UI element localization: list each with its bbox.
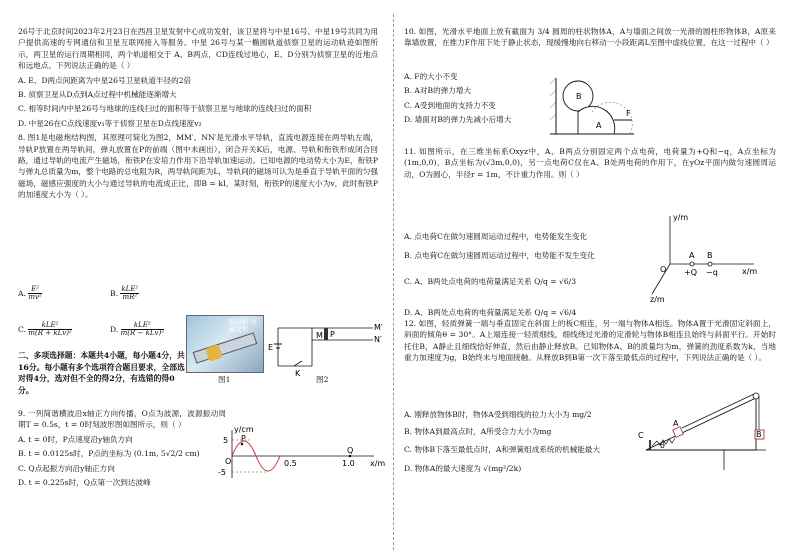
fig2-label: 图2: [316, 375, 329, 384]
axis-z-label: z/m: [650, 295, 665, 304]
q10-option-b: B. A对B的弹力增大: [404, 86, 472, 96]
q11-block: [404, 146, 776, 181]
q10-option-d: D. 墙面对B的弹力先减小后增大: [404, 115, 512, 125]
svg-text:M: M: [316, 331, 323, 340]
railgun-circuit-diagram: [268, 318, 383, 378]
q8-stem: 8. 图1是电磁炮结构图，其原理可简化为图2，MM′、NN′是光滑水平导轨，直流电源连接在两导轨左端，导轨P放置在两导轨间，弹丸放置在P的前端（图中未画出），闭合开关K后，电源、导轨和衔铁形成闭合回路，通过导轨的电流产生磁场，衔铁P在安培力作用下沿导轨加速运动。已知电源的电动势大小为E，衔铁P与弹丸总质量为m，整个电路的总电阻为R，两导轨间距为L，导轨间的磁场可认为是垂直于导轨平面的匀强磁场，磁感应强度的大小与通过导轨的电流成正比，即B = kI，某时刻，衔铁P的速度大小为v，此时衔铁P的加速度大小为（ ）。: [18, 133, 378, 200]
svg-text:K: K: [295, 369, 301, 378]
q10-label-f: F: [626, 109, 631, 118]
wave-tick-10: 1.0: [342, 459, 355, 468]
q11-axes-diagram: [650, 212, 760, 302]
q7-option-c: C. 相等时间内中星26号与地球的连线扫过的面积等于侦察卫星与地球的连线扫过的面积: [18, 104, 312, 114]
q9-option-d: D. t = 0.225s时，Q点第一次到达波峰: [18, 477, 151, 487]
q12-option-b: B. 物体A到最高点时，A所受合力大小为mg: [404, 427, 552, 437]
q9-stem: 9. 一列简谐横波沿x轴正方向传播，O点为波源，波源振动周期T = 0.5s，t = 0时刻波形图如图所示，则（ ）: [18, 409, 226, 430]
q10-option-a: A. F的大小不变: [404, 72, 458, 81]
q12-label-theta: θ: [660, 441, 665, 450]
q8-option-d: D. $\frac{\text{kLE²}}{\text{m(R − kLv)²}}$: [110, 321, 164, 338]
q7-option-b: B. 侦察卫星从D点到A点过程中机械能逐渐增大: [18, 89, 177, 99]
q7-stem: 26号于北京时间2023年2月23日在西昌卫星发射中心成功发射，该卫星将与中星16号、中星19号共同为用户提供高速的专网通信和卫星互联网接入等服务。中星 26号与某一椭圆轨道侦察卫星的运动轨迹如图所示，两卫星的运行周期相同，两个轨道相交于 A、B两点，CD连线过地心，E、D分别为侦察卫星的近地点和远地点。下列说法正确的是（ ）: [18, 27, 378, 71]
axis-x-label: x/m: [742, 267, 758, 276]
q12-incline-diagram: [636, 390, 776, 474]
svg-text:M′: M′: [374, 323, 383, 332]
q12-option-c: C. 物体B下落至最低点时，A和弹簧组成系统的机械能最大: [404, 444, 601, 454]
point-b-label: B: [707, 251, 713, 260]
charge-minus-q: −q: [706, 268, 718, 277]
q11-option-b: B. 点电荷C在做匀速圆周运动过程中，电势能不发生变化: [404, 251, 595, 261]
svg-text:E: E: [268, 343, 274, 352]
q12-block: [404, 318, 776, 365]
fig1-label: 图1: [218, 375, 231, 384]
wave-ylabel: y/cm: [234, 425, 254, 434]
photo-caption: 铜电枢 电磁发射: [229, 318, 258, 334]
q11-option-c: C. A、B两处点电荷的电荷量满足关系 Q/q = √6/3: [404, 276, 577, 286]
q12-option-d: D. 物体A的最大速度为 √(mg²/2k): [404, 464, 522, 474]
q8-option-b: B. $\frac{\text{kLE²}}{\text{mR²}}$: [110, 285, 139, 302]
axis-origin: O: [660, 265, 667, 274]
q12-options: [404, 406, 634, 478]
q12-stem: 12. 如图，轻质弹簧一端与垂直固定在斜面上的板C相连，另一端与物体A相连。物体A置于光滑固定斜面上，斜面的倾角θ = 30°。A上端连接一轻质细线，细线绕过光滑的定滑轮与物体B相连且始终与斜面平行。开始时托住B，A静止且细线恰好伸直，然后由静止释放B。已知物体A、B的质量均为m，弹簧的劲度系数为k，当地重力加速度为g，B始终未与地面接触。从释放B到B第一次下落至最低点的过程中，下列说法正确的是（ ）。: [404, 319, 776, 363]
wave-tick-05: 0.5: [284, 459, 297, 468]
q11-option-a: A. 点电荷C在做匀速圆周运动过程中，电势能发生变化: [404, 232, 588, 241]
wave-xlabel: x/m: [370, 459, 386, 468]
wave-point-q: Q: [347, 446, 354, 455]
q12-label-c: C: [638, 431, 644, 440]
q10-options: [404, 68, 544, 129]
wave-graph: [218, 425, 386, 484]
q11-options: [404, 228, 634, 322]
charge-plus-q: +Q: [684, 268, 697, 277]
q12-label-b: B: [756, 430, 762, 439]
axis-y-label: y/m: [673, 213, 689, 222]
q8-option-c: C. $\frac{\text{kLE²}}{\text{m(R + kLv)²}}$: [18, 321, 72, 338]
q9-block: [18, 408, 229, 491]
q10-label-a: A: [596, 121, 602, 130]
left-column: [18, 26, 378, 201]
q9-option-b: B. t = 0.0125s时，P点的坐标为 (0.1m, 5√2/2 cm): [18, 449, 200, 459]
q11-stem: 11. 如图所示，在三维坐标系Oxyz中，A、B两点分别固定两个点电荷，电荷量为+Q和−q，A点坐标为(1m,0,0)，B点坐标为(√3m,0,0)，另一点电荷C仅在A、B处两电荷的作用下，在yOz平面内做匀速圆周运动，O为圆心，半径r = 1m，不计重力作用。则（ ）: [404, 147, 776, 179]
q9-option-a: A. t = 0时，P点速度沿y轴负方向: [18, 434, 133, 444]
wave-tick-m5: -5: [218, 468, 226, 477]
q7-option-d: D. 中星26在C点线速度v₁等于侦察卫星在D点线速度v₂: [18, 118, 202, 128]
svg-text:N′: N′: [374, 335, 382, 344]
wave-origin: O: [225, 457, 232, 466]
right-column: [404, 26, 776, 50]
wave-tick-5: 5: [223, 436, 229, 445]
q12-label-a: A: [673, 419, 679, 428]
q10-option-c: C. A受到地面的支持力不变: [404, 100, 496, 110]
section2-heading: 二、多项选择题：本题共4小题，每小题4分，共16分。每小题有多个选项符合题目要求，全部选对得4分，选对但不全的得2分，有选错的得0分。: [18, 351, 185, 396]
q10-diagram: [548, 76, 638, 138]
wave-point-p: P: [241, 434, 246, 443]
q7-option-a: A. E、D两点间距离为中星26号卫星轨道半径的2倍: [18, 75, 192, 85]
column-divider: [393, 14, 394, 550]
railgun-photo: [186, 315, 264, 373]
q8-option-a: A. $\frac{\text{E²}}{\text{mv²}}$: [18, 285, 42, 302]
point-a-label: A: [689, 251, 695, 260]
q9-option-c: C. Q点起振方向沿y轴正方向: [18, 463, 115, 473]
svg-text:P: P: [330, 330, 335, 339]
q10-label-b: B: [576, 92, 582, 101]
q10-stem: 10. 如图，光滑水平地面上放有截面为 3/4 圆周的柱状物体A，A与墙面之间放一光滑的圆柱形物体B，A原来靠墙放置，在推力F作用下处于静止状态，现缓慢地向右移动一小段距离L至图中虚线位置，在这一过程中（ ）: [404, 27, 776, 48]
rail-shape: [193, 332, 258, 363]
q11-option-d: D. A、B两处点电荷的电荷量满足关系 Q/q = √6/4: [404, 308, 577, 318]
q12-option-a: A. 刚释放物体B时，物体A受到细线的拉力大小为 mg/2: [404, 410, 592, 419]
